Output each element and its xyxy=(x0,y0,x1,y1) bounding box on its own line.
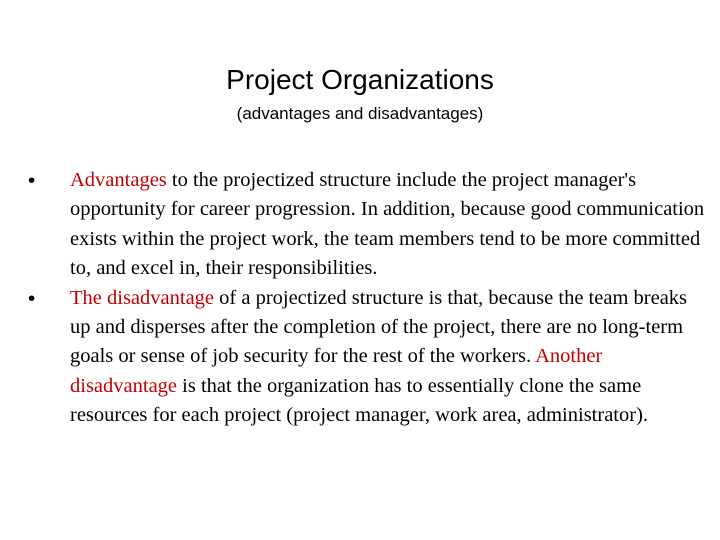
slide-title: Project Organizations xyxy=(226,64,494,95)
bullet-disadvantages-text-end: is that the organization has to essentially clone the same resources for each project (project manager, work area, administrator). xyxy=(70,374,649,427)
highlight-advantages: Advantages xyxy=(70,169,167,191)
bullet-advantages xyxy=(20,166,705,284)
bullet-advantages-text: to the projectized structure include the project manager's opportunity for career progression. In addition, because good communication exists within the project work, the team members tend to be more committed to, and excel in, their responsibilities. xyxy=(70,169,705,280)
highlight-the-disadvantage: The disadvantage xyxy=(70,286,215,309)
bullet-disadvantages xyxy=(20,284,705,431)
bullet-disadvantages-text: of a projectized structure is that, because the team breaks up and disperses after the completion of the project, there are no long-term goals or sense of job security for the rest of the workers. xyxy=(70,286,688,368)
slide-subtitle: (advantages and disadvantages) xyxy=(236,104,484,123)
bullet-dot-icon: • xyxy=(28,286,36,310)
bullet-dot-icon: • xyxy=(28,169,36,192)
bullet-list xyxy=(20,166,705,431)
highlight-another-disadvantage: Another disadvantage xyxy=(70,345,603,397)
